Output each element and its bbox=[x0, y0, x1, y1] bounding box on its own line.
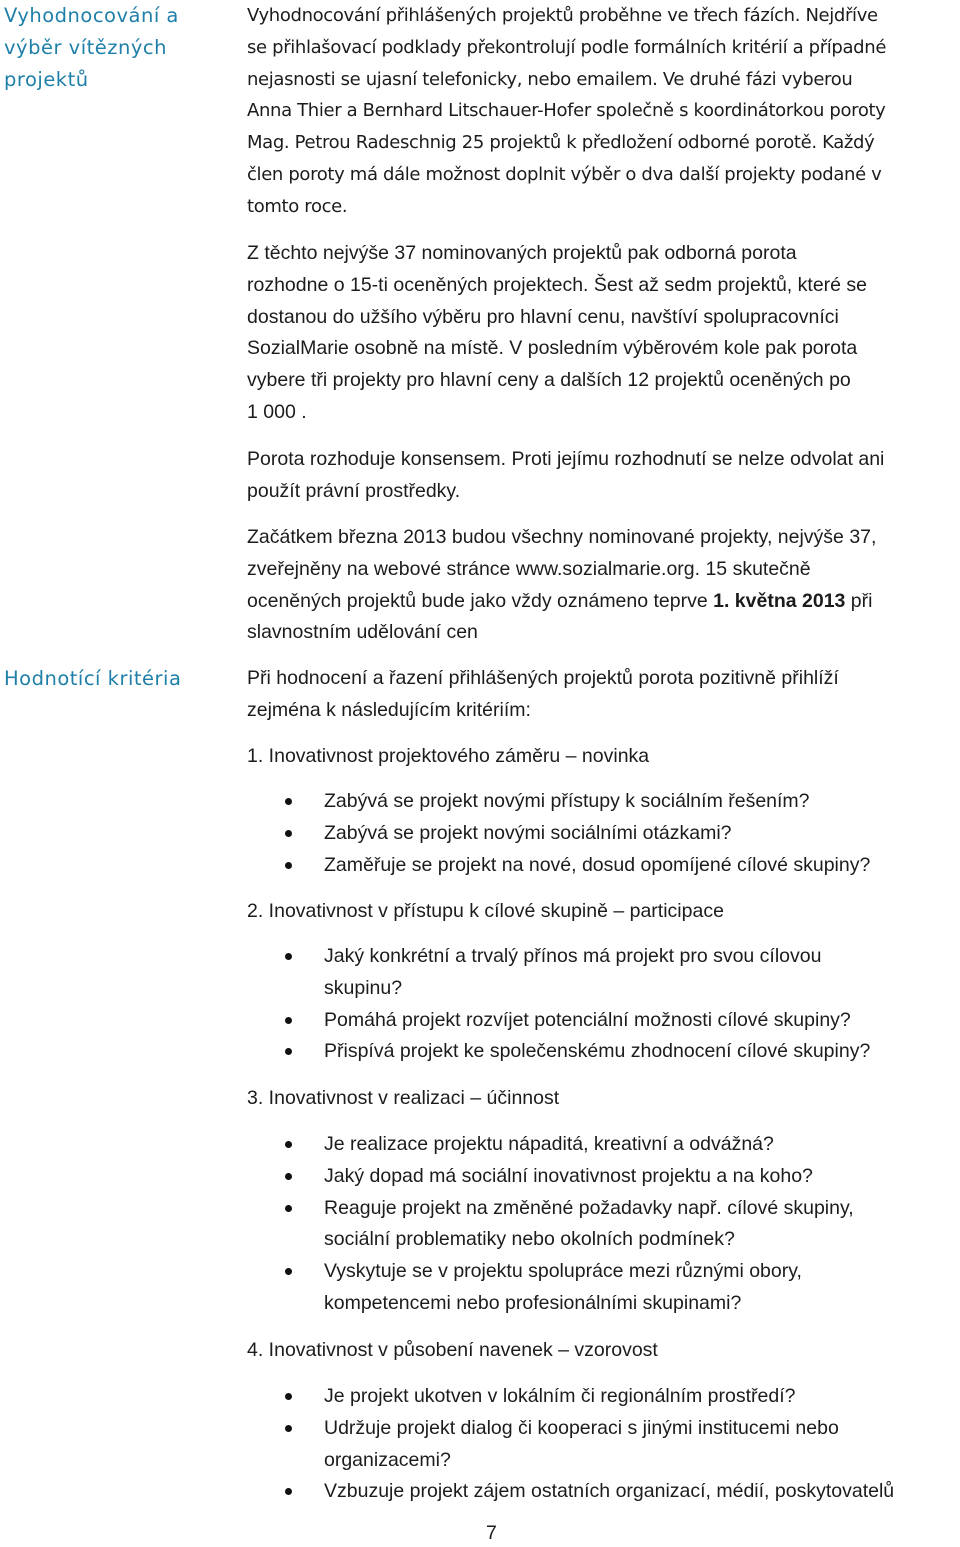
list-item bbox=[247, 941, 960, 1005]
text-line: tomto roce. bbox=[247, 195, 348, 217]
item-text: Vyskytuje se v projektu spolupráce mezi různými obory, bbox=[324, 1260, 802, 1283]
text-line: se přihlašovací podklady překontrolují podle formálních kritérií a případné bbox=[247, 36, 887, 58]
bullet-icon bbox=[285, 953, 292, 960]
criterion-list bbox=[247, 1129, 960, 1320]
criterion-title: 1. Inovativnost projektového záměru – novinka bbox=[247, 745, 650, 767]
criterion-title: 2. Inovativnost v přístupu k cílové skupině – participace bbox=[247, 900, 724, 922]
intro-paragraph bbox=[247, 0, 960, 223]
item-text: Vzbuzuje projekt zájem ostatních organizací, médií, poskytovatelů bbox=[324, 1480, 895, 1503]
text-line: Porota rozhoduje konsensem. Proti jejímu rozhodnutí se nelze odvolat ani bbox=[247, 448, 885, 470]
text-line: Anna Thier a Bernhard Litschauer-Hofer společně s koordinátorkou poroty bbox=[247, 100, 886, 122]
bullet-icon bbox=[285, 830, 292, 837]
text-line: zveřejněny na webové stránce www.sozialmarie.org. 15 skutečně bbox=[247, 557, 811, 580]
criterion-list bbox=[247, 786, 960, 881]
list-item bbox=[247, 1381, 960, 1413]
bullet-icon bbox=[285, 1488, 292, 1495]
bullet-icon bbox=[285, 1017, 292, 1024]
text-line: 1 000 . bbox=[247, 400, 307, 423]
criterion-list bbox=[247, 1381, 960, 1508]
section-heading-evaluation bbox=[4, 0, 219, 96]
item-text: Zabývá se projekt novými sociálními otázkami? bbox=[324, 821, 732, 844]
page-number: 7 bbox=[486, 1522, 497, 1544]
list-item bbox=[247, 1413, 960, 1477]
bullet-icon bbox=[285, 1141, 292, 1148]
text-line: nejasnosti se ujasní telefonicky, nebo emailem. Ve druhé fázi vyberou bbox=[247, 68, 853, 90]
item-text: Udržuje projekt dialog či kooperaci s jinými institucemi nebo bbox=[324, 1416, 839, 1439]
heading-line: Vyhodnocování a bbox=[4, 4, 179, 27]
bullet-icon bbox=[285, 1173, 292, 1180]
list-item bbox=[247, 850, 960, 882]
text-line: vybere tři projekty pro hlavní ceny a dalších 12 projektů oceněných po bbox=[247, 369, 851, 392]
list-item bbox=[247, 1129, 960, 1161]
list-item bbox=[247, 1005, 960, 1037]
list-item bbox=[247, 786, 960, 818]
item-text: Jaký konkrétní a trvalý přínos má projekt pro svou cílovou bbox=[324, 945, 822, 967]
criterion-list bbox=[247, 941, 960, 1068]
text-line: Při hodnocení a řazení přihlášených projektů porota pozitivně přihlíží bbox=[247, 667, 839, 689]
list-item bbox=[247, 1193, 960, 1257]
criteria-intro bbox=[247, 663, 960, 727]
date-bold: 1. května 2013 bbox=[713, 589, 846, 612]
text-line: člen poroty má dále možnost doplnit výběr o dva další projekty podané v bbox=[247, 163, 882, 185]
text-line: Vyhodnocování přihlášených projektů proběhne ve třech fázích. Nejdříve bbox=[247, 5, 878, 26]
item-text: organizacemi? bbox=[324, 1448, 451, 1471]
text-line: dostanou do užšího výběru pro hlavní cenu, navštíví spolupracovníci bbox=[247, 305, 839, 328]
text-line: použít právní prostředky. bbox=[247, 479, 461, 502]
criterion-title: 4. Inovativnost v působení navenek – vzorovost bbox=[247, 1339, 658, 1361]
criterion-title: 3. Inovativnost v realizaci – účinnost bbox=[247, 1087, 560, 1109]
item-text: Zaměřuje se projekt na nové, dosud opomíjené cílové skupiny? bbox=[324, 853, 871, 876]
text-line: Z těchto nejvýše 37 nominovaných projektů pak odborná porota bbox=[247, 242, 797, 264]
nomination-paragraph bbox=[247, 238, 960, 429]
list-item bbox=[247, 1036, 960, 1068]
bullet-icon bbox=[285, 1393, 292, 1400]
item-text: Zabývá se projekt novými přístupy k sociálním řešením? bbox=[324, 790, 810, 812]
item-text: kompetencemi nebo profesionálními skupinami? bbox=[324, 1291, 742, 1314]
text-line bbox=[247, 586, 960, 618]
item-text: Přispívá projekt ke společenskému zhodnocení cílové skupiny? bbox=[324, 1040, 871, 1063]
list-item bbox=[247, 818, 960, 850]
bullet-icon bbox=[285, 1048, 292, 1055]
text-line: SozialMarie osobně na místě. V posledním výběrovém kole pak porota bbox=[247, 337, 858, 360]
item-text: Jaký dopad má sociální inovativnost projektu a na koho? bbox=[324, 1164, 813, 1187]
text-span: při bbox=[845, 589, 873, 612]
text-line: rozhodne o 15-ti oceněných projektech. Šest až sedm projektů, které se bbox=[247, 273, 868, 296]
announcement-paragraph bbox=[247, 522, 960, 649]
consensus-paragraph bbox=[247, 444, 960, 508]
text-line: Mag. Petrou Radeschnig 25 projektů k předložení odborné porotě. Každý bbox=[247, 132, 875, 154]
item-text: Je projekt ukotven v lokálním či regionálním prostředí? bbox=[324, 1385, 796, 1407]
bullet-icon bbox=[285, 1268, 292, 1275]
section-heading-criteria bbox=[4, 663, 219, 695]
list-item bbox=[247, 1256, 960, 1320]
item-text: Reaguje projekt na změněné požadavky např. cílové skupiny, bbox=[324, 1196, 854, 1219]
heading-line: Hodnotící kritéria bbox=[4, 667, 182, 690]
list-item bbox=[247, 1161, 960, 1193]
item-text: skupinu? bbox=[324, 976, 403, 999]
list-item bbox=[247, 1476, 960, 1508]
text-line: zejména k následujícím kritériím: bbox=[247, 698, 531, 721]
text-span: oceněných projektů bude jako vždy oznámeno teprve bbox=[247, 589, 714, 612]
heading-line: výběr vítězných bbox=[4, 36, 167, 59]
item-text: Pomáhá projekt rozvíjet potenciální možnosti cílové skupiny? bbox=[324, 1008, 851, 1031]
bullet-icon bbox=[285, 862, 292, 869]
bullet-icon bbox=[285, 1425, 292, 1432]
bullet-icon bbox=[285, 1205, 292, 1212]
heading-line: projektů bbox=[4, 68, 89, 91]
bullet-icon bbox=[285, 798, 292, 805]
text-line: Začátkem března 2013 budou všechny nominované projekty, nejvýše 37, bbox=[247, 526, 877, 548]
text-line: slavnostním udělování cen bbox=[247, 621, 478, 644]
item-text: sociální problematiky nebo okolních podmínek? bbox=[324, 1228, 735, 1251]
item-text: Je realizace projektu nápaditá, kreativní a odvážná? bbox=[324, 1133, 774, 1155]
